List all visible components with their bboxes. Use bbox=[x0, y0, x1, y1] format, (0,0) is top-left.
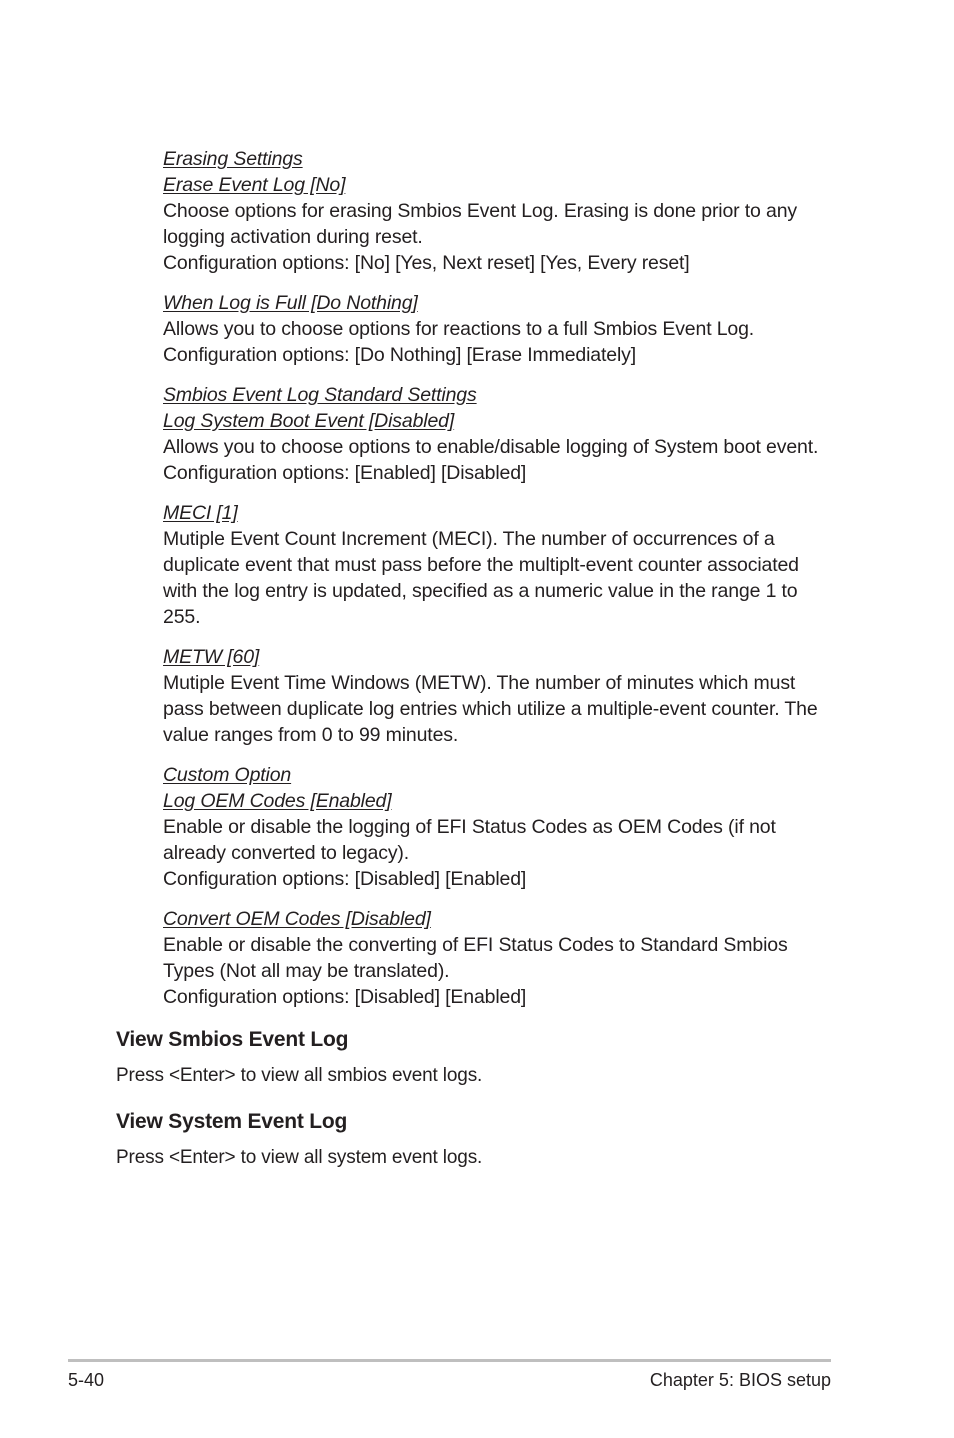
section-heading: View System Event Log bbox=[116, 1110, 348, 1133]
view-smbios-event-log-section bbox=[116, 1026, 856, 1088]
setting-title: Log System Boot Event [Disabled] bbox=[163, 410, 455, 432]
setting-title: METW [60] bbox=[163, 646, 260, 668]
setting-item bbox=[163, 146, 843, 276]
section-body: Press <Enter> to view all smbios event logs. bbox=[116, 1065, 483, 1086]
setting-description-line: Enable or disable the logging of EFI Status Codes as OEM Codes (if not bbox=[163, 816, 776, 838]
setting-description-line: Mutiple Event Count Increment (MECI). The number of occurrences of a bbox=[163, 528, 775, 550]
setting-item bbox=[163, 290, 843, 368]
setting-item bbox=[163, 762, 843, 892]
footer-divider bbox=[68, 1359, 831, 1362]
section-heading: View Smbios Event Log bbox=[116, 1028, 349, 1051]
setting-description-line: Configuration options: [Disabled] [Enabled] bbox=[163, 868, 527, 890]
setting-description-line: Configuration options: [Disabled] [Enabled] bbox=[163, 986, 527, 1008]
setting-description-line: with the log entry is updated, specified as a numeric value in the range 1 to bbox=[163, 580, 798, 602]
setting-title: Convert OEM Codes [Disabled] bbox=[163, 908, 431, 930]
view-system-event-log-section bbox=[116, 1108, 856, 1170]
setting-description-line: Configuration options: [Enabled] [Disabled] bbox=[163, 462, 527, 484]
setting-item bbox=[163, 644, 843, 748]
setting-description-line: value ranges from 0 to 99 minutes. bbox=[163, 724, 459, 746]
setting-description-line: already converted to legacy). bbox=[163, 842, 410, 864]
setting-description-line: Enable or disable the converting of EFI Status Codes to Standard Smbios bbox=[163, 934, 788, 956]
setting-title: When Log is Full [Do Nothing] bbox=[163, 292, 418, 314]
setting-description-line: duplicate event that must pass before the multiplt-event counter associated bbox=[163, 554, 799, 576]
setting-description-line: Allows you to choose options to enable/disable logging of System boot event. bbox=[163, 436, 819, 458]
setting-title: MECI [1] bbox=[163, 502, 238, 524]
setting-description-line: Configuration options: [Do Nothing] [Erase Immediately] bbox=[163, 344, 636, 366]
section-body: Press <Enter> to view all system event logs. bbox=[116, 1147, 483, 1168]
setting-title: Erase Event Log [No] bbox=[163, 174, 346, 196]
setting-description-line: Choose options for erasing Smbios Event Log. Erasing is done prior to any bbox=[163, 200, 797, 222]
setting-title: Log OEM Codes [Enabled] bbox=[163, 790, 392, 812]
setting-description-line: logging activation during reset. bbox=[163, 226, 423, 248]
setting-item bbox=[163, 382, 843, 486]
setting-description-line: Types (Not all may be translated). bbox=[163, 960, 450, 982]
page-number: 5-40 bbox=[68, 1370, 105, 1390]
setting-description-line: 255. bbox=[163, 606, 201, 628]
setting-description-line: Mutiple Event Time Windows (METW). The number of minutes which must bbox=[163, 672, 796, 694]
setting-descriptions bbox=[163, 146, 843, 1024]
setting-title: Custom Option bbox=[163, 764, 292, 786]
setting-description-line: pass between duplicate log entries which utilize a multiple-event counter. The bbox=[163, 698, 818, 720]
setting-description-line: Configuration options: [No] [Yes, Next reset] [Yes, Every reset] bbox=[163, 252, 690, 274]
setting-item bbox=[163, 906, 843, 1010]
setting-item bbox=[163, 500, 843, 630]
setting-title: Smbios Event Log Standard Settings bbox=[163, 384, 477, 406]
setting-description-line: Allows you to choose options for reactions to a full Smbios Event Log. bbox=[163, 318, 755, 340]
chapter-title: Chapter 5: BIOS setup bbox=[649, 1370, 831, 1390]
setting-title: Erasing Settings bbox=[163, 148, 303, 170]
